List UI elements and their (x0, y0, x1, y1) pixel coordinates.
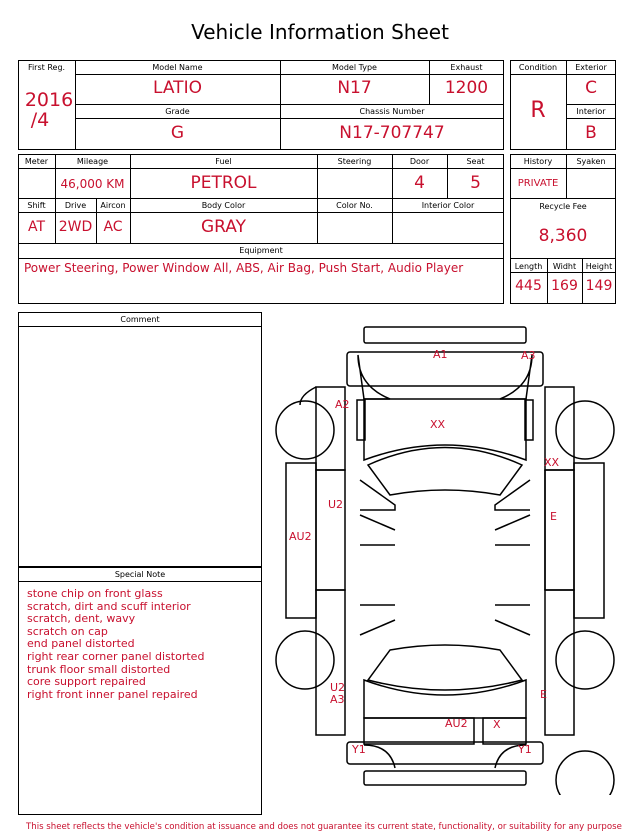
first-reg-year: 2016 (24, 89, 74, 111)
page-title: Vehicle Information Sheet (191, 20, 449, 44)
special-note-label: Special Note (114, 570, 166, 579)
list-item: core support repaired (27, 675, 146, 689)
condition-grade: R (530, 98, 546, 123)
list-item: trunk floor small distorted (27, 662, 171, 676)
mark-left-front-door-u2: U2 (328, 498, 344, 511)
list-item: end panel distorted (27, 637, 135, 651)
meter-label: Meter (24, 157, 49, 166)
body-color-label: Body Color (201, 201, 246, 210)
equipment-label: Equipment (239, 246, 283, 255)
seat-count: 5 (470, 173, 481, 193)
mark-a1: A1 (433, 348, 448, 361)
model-type-label: Model Type (332, 63, 377, 72)
exterior-label: Exterior (575, 63, 607, 72)
aircon: AC (103, 219, 123, 235)
history: PRIVATE (517, 178, 559, 189)
body-color: GRAY (201, 217, 246, 237)
recycle-fee: 8,360 (538, 226, 588, 246)
condition-label: Condition (518, 63, 558, 72)
comment-label: Comment (120, 315, 160, 324)
fuel-label: Fuel (215, 157, 232, 166)
aircon-label: Aircon (100, 201, 126, 210)
steering-label: Steering (337, 157, 372, 166)
interior-color-label: Interior Color (421, 201, 475, 210)
mark-left-rocker-au2: AU2 (289, 530, 312, 543)
door-count: 4 (414, 173, 425, 193)
special-note-list (27, 588, 204, 701)
list-item: stone chip on front glass (27, 587, 163, 600)
mileage-label: Mileage (76, 157, 109, 166)
mark-trunk-au2: AU2 (445, 717, 468, 730)
mark-right-fender-xx: XX (544, 456, 560, 469)
exterior-grade: C (585, 78, 597, 98)
list-item: right rear corner panel distorted (27, 649, 205, 663)
model-name-label: Model Name (152, 63, 203, 72)
model-type: N17 (337, 78, 372, 98)
interior-grade: B (585, 123, 597, 143)
chassis-label: Chassis Number (359, 107, 425, 116)
drive: 2WD (58, 219, 93, 235)
model-name: LATIO (153, 78, 202, 98)
recycle-fee-label: Recycle Fee (539, 202, 587, 211)
car-damage-diagram (270, 320, 632, 795)
first-reg-month: /4 (30, 109, 50, 131)
disclaimer-footer: This sheet reflects the vehicle's condition at issuance and does not guarantee its current state, functionality, or suitability for any purpose (26, 822, 622, 832)
shift: AT (27, 219, 46, 235)
length-label: Length (514, 262, 543, 271)
comment-box (18, 312, 262, 567)
door-label: Door (409, 157, 430, 166)
fuel: PETROL (190, 173, 257, 193)
mark-hood-xx: XX (430, 418, 446, 431)
chassis-number: N17-707747 (339, 123, 445, 143)
list-item: scratch, dent, wavy (27, 612, 136, 626)
width: 169 (551, 278, 578, 294)
exhaust-label: Exhaust (450, 63, 483, 72)
list-item: scratch, dirt and scuff interior (27, 599, 191, 613)
width-label: Widht (552, 262, 577, 271)
list-item: scratch on cap (27, 624, 108, 638)
height-label: Height (585, 262, 613, 271)
seat-label: Seat (466, 157, 485, 166)
list-item: right front inner panel repaired (27, 687, 198, 701)
mark-rear-y1-left: Y1 (352, 743, 366, 756)
mark-left-rear-u2: U2 (330, 681, 346, 694)
shift-label: Shift (27, 201, 46, 210)
drive-label: Drive (64, 201, 87, 210)
mark-a3-front: A3 (521, 349, 536, 362)
history-label: History (523, 157, 553, 166)
mark-trunk-x: X (493, 718, 501, 731)
mark-a2: A2 (335, 398, 350, 411)
length: 445 (515, 278, 542, 294)
color-no-label: Color No. (336, 201, 373, 210)
interior-label: Interior (576, 107, 606, 116)
mark-left-rear-a3: A3 (330, 693, 345, 706)
exhaust: 1200 (444, 78, 489, 98)
mark-right-front-door-e: E (550, 510, 557, 523)
mileage: 46,000 KM (60, 177, 125, 191)
syaken-label: Syaken (576, 157, 606, 166)
equipment-list: Power Steering, Power Window All, ABS, Air Bag, Push Start, Audio Player (24, 261, 464, 275)
mark-right-rear-e: E (540, 688, 547, 701)
height: 149 (585, 278, 613, 294)
grade: G (170, 123, 185, 143)
mark-rear-y1-right: Y1 (518, 743, 532, 756)
grade-label: Grade (165, 107, 190, 116)
first-reg-label: First Reg. (27, 63, 66, 72)
